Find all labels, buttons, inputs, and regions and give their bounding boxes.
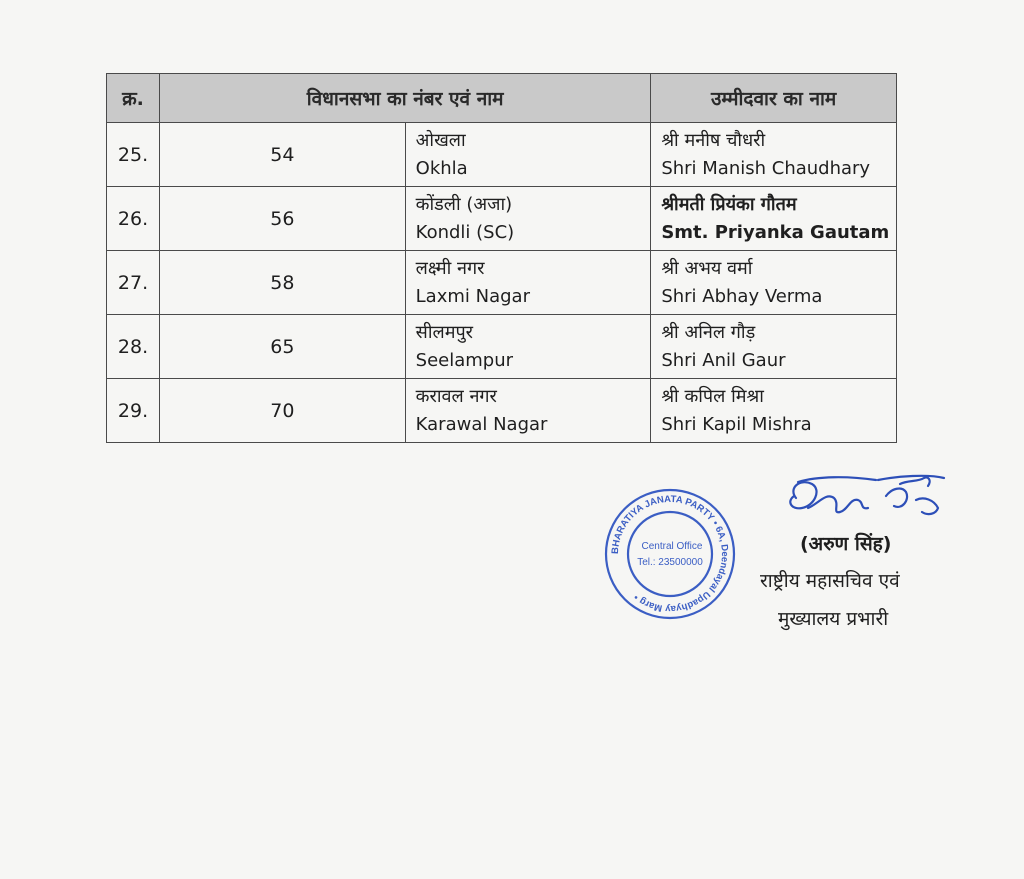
header-candidate: उम्मीदवार का नाम xyxy=(651,74,897,123)
seal-center-line1: Central Office xyxy=(641,541,703,552)
seal-center-line2: Tel.: 23500000 xyxy=(637,557,703,568)
candidate-name-english: Shri Anil Gaur xyxy=(661,349,786,371)
candidate-name-hindi: श्री अनिल गौड़ xyxy=(661,321,756,343)
table-header-row xyxy=(107,74,897,123)
candidate-table xyxy=(106,73,897,443)
constituency-name xyxy=(405,251,651,315)
constituency-name-hindi: कोंडली (अजा) xyxy=(415,193,513,215)
table-row xyxy=(107,187,897,251)
candidate-name-english: Shri Abhay Verma xyxy=(661,285,823,307)
candidate-name-english: Smt. Priyanka Gautam xyxy=(661,221,890,243)
candidate-name xyxy=(651,379,897,443)
candidate-name-hindi: श्रीमती प्रियंका गौतम xyxy=(661,193,797,215)
signatory-name: (अरुण सिंह) xyxy=(800,533,892,555)
table-row xyxy=(107,315,897,379)
candidate-name xyxy=(651,187,897,251)
serial-cell: 29. xyxy=(107,379,160,443)
serial-cell: 28. xyxy=(107,315,160,379)
constituency-name-english: Seelampur xyxy=(415,349,514,371)
signatory-title-line2: मुख्यालय प्रभारी xyxy=(778,608,889,630)
constituency-number: 70 xyxy=(160,379,406,443)
table-body xyxy=(107,123,897,443)
constituency-name xyxy=(405,315,651,379)
constituency-name-english: Kondli (SC) xyxy=(415,221,515,243)
constituency-name-english: Karawal Nagar xyxy=(415,413,548,435)
seal-outer-ring xyxy=(606,490,734,618)
party-seal-stamp xyxy=(603,487,737,621)
table-row xyxy=(107,123,897,187)
candidate-name-english: Shri Kapil Mishra xyxy=(661,413,812,435)
serial-cell: 26. xyxy=(107,187,160,251)
serial-cell: 27. xyxy=(107,251,160,315)
constituency-name xyxy=(405,123,651,187)
seal-ring-text: BHARATIYA JANATA PARTY • 6A, Deendayal Upadhyay Marg • xyxy=(609,493,731,615)
header-serial: क्र. xyxy=(107,74,160,123)
signatory-title-line1: राष्ट्रीय महासचिव एवं xyxy=(760,570,900,592)
candidate-name xyxy=(651,315,897,379)
constituency-name-hindi: लक्ष्मी नगर xyxy=(415,257,485,279)
constituency-name xyxy=(405,187,651,251)
constituency-name-hindi: ओखला xyxy=(415,129,466,151)
serial-cell: 25. xyxy=(107,123,160,187)
header-constituency: विधानसभा का नंबर एवं नाम xyxy=(160,74,651,123)
constituency-number: 58 xyxy=(160,251,406,315)
seal-inner-ring xyxy=(628,512,712,596)
constituency-name-hindi: करावल नगर xyxy=(415,385,497,407)
candidate-name-english: Shri Manish Chaudhary xyxy=(661,157,871,179)
candidate-name-hindi: श्री मनीष चौधरी xyxy=(661,129,766,151)
candidate-name-hindi: श्री कपिल मिश्रा xyxy=(661,385,764,407)
constituency-number: 54 xyxy=(160,123,406,187)
constituency-name-english: Laxmi Nagar xyxy=(415,285,530,307)
constituency-name xyxy=(405,379,651,443)
constituency-name-hindi: सीलमपुर xyxy=(415,321,474,343)
table-row xyxy=(107,379,897,443)
candidate-name xyxy=(651,251,897,315)
constituency-number: 56 xyxy=(160,187,406,251)
candidate-name-hindi: श्री अभय वर्मा xyxy=(661,257,753,279)
constituency-name-english: Okhla xyxy=(415,157,468,179)
candidate-name xyxy=(651,123,897,187)
table-row xyxy=(107,251,897,315)
constituency-number: 65 xyxy=(160,315,406,379)
